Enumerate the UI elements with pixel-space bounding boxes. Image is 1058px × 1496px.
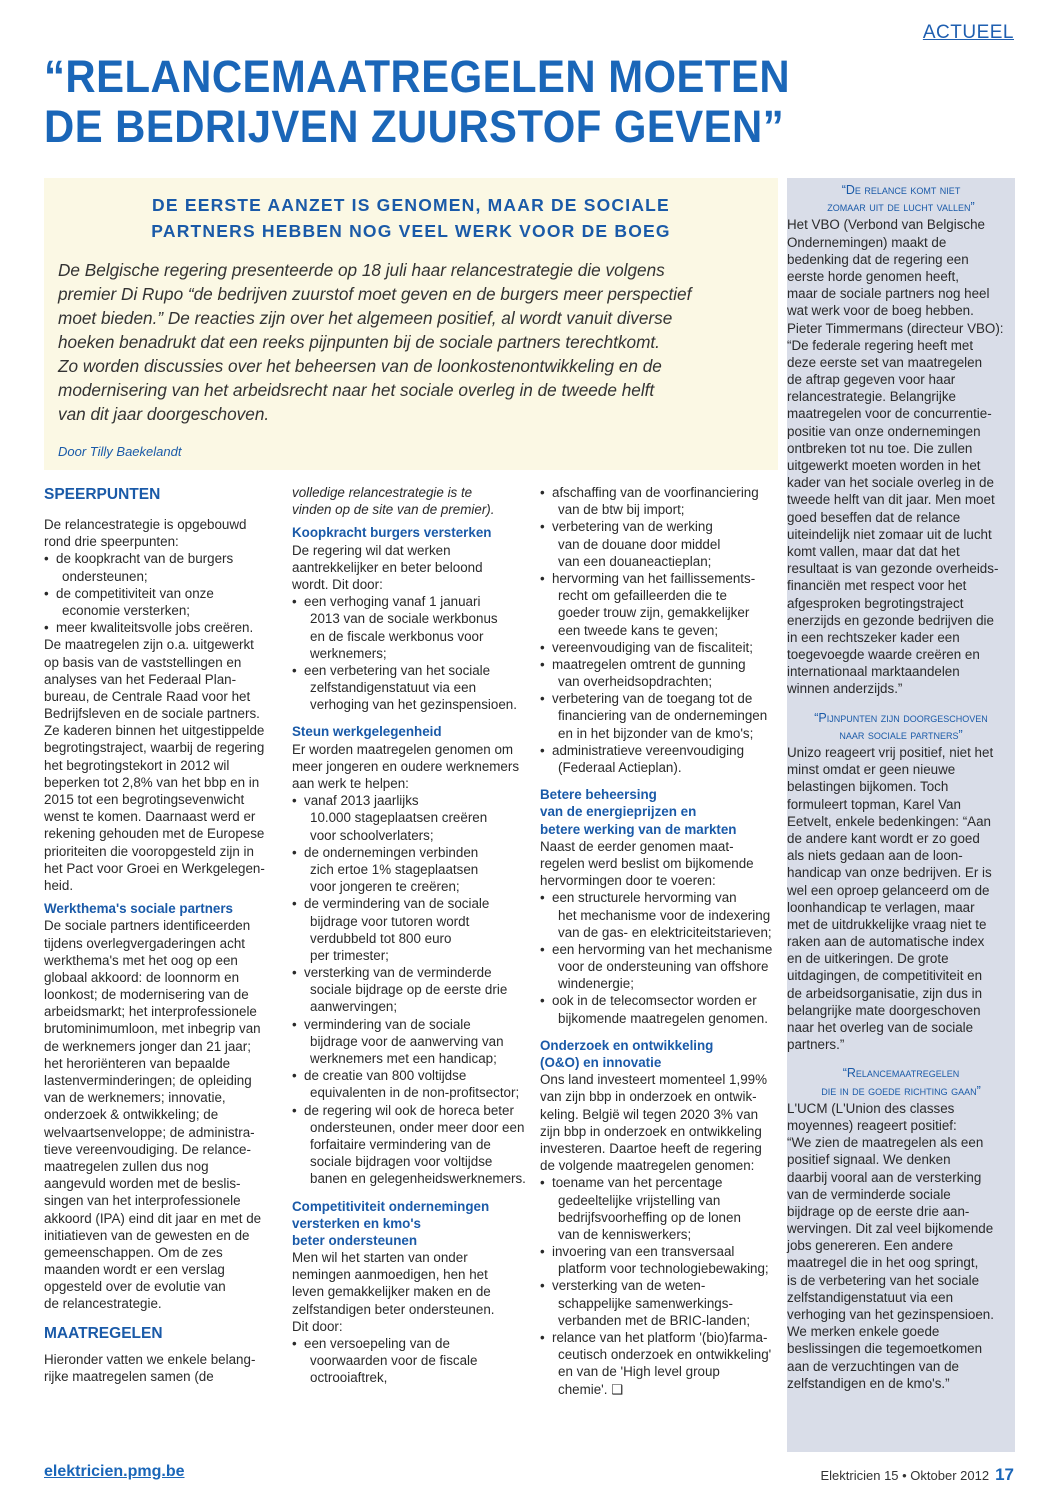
spacer <box>787 698 1015 710</box>
subheading: beter ondersteunen <box>292 1232 418 1248</box>
text-line: werkthema's met het oog op een <box>44 952 238 968</box>
bullet-item: • meer kwaliteitsvolle jobs creëren. <box>44 619 276 636</box>
text-line: financiën met respect voor het <box>787 578 967 594</box>
text-line: aantrekkelijker en beter beloond <box>292 559 483 575</box>
bullet-continuation: ondersteunen, onder meer door een <box>310 1119 525 1135</box>
sidebar-content <box>787 182 1015 1392</box>
text-line: moyennes) reageert positief: <box>787 1117 957 1133</box>
bullet-item: • vereenvoudiging van de fiscaliteit; <box>540 639 772 656</box>
bullet-continuation: voor de ondersteuning van offshore <box>558 959 769 975</box>
bullet-item: • maatregelen omtrent de gunning <box>540 656 772 673</box>
bullet-item: • een verhoging vanaf 1 januari <box>292 593 524 610</box>
sidebar-heading: die in de goede richting gaan” <box>821 1083 981 1098</box>
text-line: als niets gedaan aan de loon- <box>787 848 963 864</box>
reactions-sidebar <box>787 178 1015 1452</box>
text-line: De regering wil dat werken <box>292 542 451 558</box>
bullet-item: • relance van het platform '(bio)farma- <box>540 1329 772 1346</box>
bullet-continuation: van een douaneactieplan; <box>558 553 712 569</box>
text-line: resultaat is van gezonde overheids- <box>787 561 999 577</box>
text-line: van de werknemers; innovatie, <box>44 1090 226 1106</box>
text-line: opgesteld over de evolutie van <box>44 1279 226 1295</box>
bullet-continuation: platform voor technologiebewaking; <box>558 1261 769 1277</box>
text-line: singen van het interprofessionele <box>44 1193 241 1209</box>
bullet-continuation: van de kenniswerkers; <box>558 1226 692 1242</box>
bullet-continuation: recht om gefailleerden die te <box>558 588 727 604</box>
text-line: wel een oproep gelanceerd om de <box>787 882 990 898</box>
bullet-item: • de creatie van 800 voltijdse <box>292 1067 524 1084</box>
bullet-continuation: forfaitaire vermindering van de <box>310 1136 491 1152</box>
text-line: aangevuld worden met de beslis- <box>44 1176 241 1192</box>
text-line: met de uitdrukkelijke vraag niet te <box>787 916 987 932</box>
text-line: We merken enkele goede <box>787 1324 940 1340</box>
bullet-continuation: gedeeltelijke vrijstelling van <box>558 1192 721 1208</box>
text-line: relancestrategie. Belangrijke <box>787 389 956 405</box>
text-line: maatregelen voor de concurrentie- <box>787 406 992 422</box>
text-line: daarbij vooral aan de versterking <box>787 1169 982 1185</box>
intro-text-line: van dit jaar doorgeschoven. <box>58 404 270 424</box>
subheading: Competitiviteit ondernemingen <box>292 1198 490 1214</box>
intro-title-line: DE EERSTE AANZET IS GENOMEN, MAAR DE SOCIALE <box>152 195 670 215</box>
text-line: de volgende maatregelen genomen: <box>540 1158 755 1174</box>
bullet-continuation: het mechanisme voor de indexering <box>558 907 771 923</box>
sidebar-heading: “De relance komt niet <box>841 183 961 197</box>
bullet-item: • verbetering van de werking <box>540 518 772 535</box>
text-line: maatregelen zullen dus nog <box>44 1158 209 1174</box>
bullet-continuation: (Federaal Actieplan). <box>558 760 682 775</box>
text-line: zijn bbp in onderzoek en ontwikkeling <box>540 1123 762 1139</box>
text-line: vinden op de site van de premier). <box>292 502 495 518</box>
text-line: naar het overleg van de sociale <box>787 1020 974 1035</box>
bullet-continuation: van de douane door middel <box>558 536 721 552</box>
article-column-1 <box>44 484 276 1385</box>
text-line: afgesproken begrotingstraject <box>787 595 964 611</box>
spacer <box>44 1313 276 1323</box>
bullet-continuation: banen en gelegenheidswerknemers. <box>310 1171 526 1187</box>
text-line: eerste horde genomen heeft, <box>787 268 959 284</box>
text-line: de relancestrategie. <box>44 1296 162 1312</box>
text-line: maar de sociale partners nog heel <box>787 286 990 302</box>
text-line: Eetvelt, enkele bedenkingen: “Aan <box>787 813 991 829</box>
bullet-item: • verbetering van de toegang tot de <box>540 690 772 707</box>
text-line: analyses van het Federaal Plan- <box>44 671 237 687</box>
text-line: goed beseffen dat de relance <box>787 509 961 525</box>
text-line: toegevoegde waarde creëren en <box>787 647 980 663</box>
text-line: minst omdat er geen nieuwe <box>787 762 956 778</box>
spacer <box>44 506 276 516</box>
text-line: de aftrap gegeven voor haar <box>787 372 956 388</box>
text-line: en de uitkeringen. De grote <box>787 951 949 967</box>
bullet-item: • een structurele hervorming van <box>540 889 772 906</box>
text-line: wervingen. Dit zal veel bijkomende <box>787 1221 994 1237</box>
text-line: van zijn bbp in onderzoek en ontwik- <box>540 1089 757 1105</box>
intro-text-line: hoeken benadrukt dat een reeks pijnpunten bij de sociale partners terechtkomt. <box>58 332 660 352</box>
subheading: Onderzoek en ontwikkeling <box>540 1037 714 1053</box>
text-line: uitdagingen, de competitiviteit en <box>787 968 983 984</box>
text-line: rijke maatregelen samen (de <box>44 1368 214 1384</box>
bullet-item: • vanaf 2013 jaarlijks <box>292 792 524 809</box>
bullet-continuation: sociale bijdrage op de eerste drie <box>310 982 508 998</box>
subheading: Betere beheersing <box>540 787 657 803</box>
bullet-continuation: verhoging van het gezinspensioen. <box>310 697 517 713</box>
text-line: “De federale regering heeft met <box>787 337 974 353</box>
text-line: belastingen bijkomen. Toch <box>787 779 949 795</box>
text-line: heid. <box>44 877 74 893</box>
text-line: arbeidsmarkt; het interprofessionele <box>44 1004 257 1020</box>
text-line: winnen anderzijds.” <box>787 681 903 697</box>
text-line: Unizo reageert vrij positief, niet het <box>787 745 994 760</box>
bullet-continuation: een tweede kans te geven; <box>558 622 719 638</box>
text-line: Dit door: <box>292 1318 343 1334</box>
text-line: 2015 tot een begrotingsevenwicht <box>44 792 245 807</box>
text-line: in een rechtszeker kader een <box>787 629 960 645</box>
text-line: leven gemakkelijker maken en de <box>292 1284 491 1300</box>
text-line: is de verbetering van het sociale <box>787 1272 980 1288</box>
sidebar-heading: naar sociale partners” <box>839 727 963 742</box>
intro-box <box>44 178 778 470</box>
bullet-continuation: bedrijfsvoorheffing op de lonen <box>558 1209 741 1225</box>
bullet-item: • versterking van de weten- <box>540 1277 772 1294</box>
article-column-3 <box>540 484 772 1398</box>
text-line: de werknemers jonger dan 21 jaar; <box>44 1038 251 1054</box>
bullet-item: • de regering wil ook de horeca beter <box>292 1102 524 1119</box>
subheading: van de energieprijzen en <box>540 804 697 820</box>
text-line: aan werk te helpen: <box>292 776 409 791</box>
text-line: zelfstandigen beter ondersteunen. <box>292 1301 495 1317</box>
bullet-continuation: van overheidsopdrachten; <box>558 674 713 690</box>
intro-text-line: modernisering van het arbeidsrecht naar het sociale overleg in de tweede helft <box>58 380 655 400</box>
section-heading: SPEERPUNTEN <box>44 486 161 503</box>
text-line: volledige relancestrategie is te <box>292 485 473 500</box>
article-column-2 <box>292 484 524 1387</box>
text-line: Bedrijfsleven en de sociale partners. <box>44 706 260 722</box>
bullet-item: • hervorming van het faillissements- <box>540 570 772 587</box>
bullet-continuation: windenergie; <box>558 976 634 992</box>
bullet-item: • een hervorming van het mechanisme <box>540 941 772 958</box>
footer-issue <box>820 1465 1014 1485</box>
subheading: versterken en kmo's <box>292 1215 421 1231</box>
text-line: formuleert topman, Karel Van <box>787 796 961 812</box>
text-line: partners.” <box>787 1037 845 1053</box>
bullet-item: • een verbetering van het sociale <box>292 662 524 679</box>
intro-text <box>58 258 770 426</box>
text-line: het begrotingstekort in 2012 wil <box>44 757 230 773</box>
bullet-continuation: bijdrage voor tutoren wordt <box>310 913 470 929</box>
bullet-continuation: economie versterken; <box>62 602 191 618</box>
subheading: Werkthema's sociale partners <box>44 901 234 917</box>
text-line: het heroriënteren van bepaalde <box>44 1055 231 1071</box>
bullet-continuation: sociale bijdragen voor voltijdse <box>310 1154 493 1170</box>
bullet-continuation: voorwaarden voor de fiscale <box>310 1353 478 1369</box>
text-line: bijdrage op de eerste drie aan- <box>787 1203 970 1219</box>
text-line: beperken tot 2,8% van het bbp en in <box>44 774 260 790</box>
bullet-continuation: bijdrage voor de aanwerving van <box>310 1033 504 1049</box>
text-line: rond drie speerpunten: <box>44 534 179 550</box>
sidebar-heading: “Relancemaatregelen <box>842 1066 960 1081</box>
spacer <box>540 776 772 786</box>
text-line: tieve vereenvoudiging. De relance- <box>44 1141 251 1157</box>
text-line: loonkost; de modernisering van de <box>44 987 249 1003</box>
text-line: enerzijds en gezonde bedrijven die <box>787 612 994 628</box>
bullet-continuation: 10.000 stageplaatsen creëren <box>310 810 488 826</box>
text-line: aan de verzuchtingen van de <box>787 1358 959 1374</box>
text-line: komt vallen, maar dat dat het <box>787 543 960 559</box>
bullet-item: • afschaffing van de voorfinanciering <box>540 484 772 501</box>
bullet-continuation: werknemers met een handicap; <box>310 1051 497 1066</box>
text-line: “We zien de maatregelen als een <box>787 1135 984 1151</box>
text-line: brutominimumloon, met inbegrip van <box>44 1021 261 1037</box>
text-line: rekening gehouden met de Europese <box>44 826 265 842</box>
text-line: gemeenschappen. Om de zes <box>44 1244 223 1260</box>
text-line: kader van het sociale overleg in de <box>787 475 994 491</box>
text-line: uitgewerkt moeten worden in het <box>787 458 981 473</box>
section-tag[interactable]: ACTUEEL <box>922 22 1014 43</box>
bullet-item: • versterking van de verminderde <box>292 964 524 981</box>
bullet-continuation: voor jongeren te creëren; <box>310 879 460 895</box>
bullet-continuation: schappelijke samenwerkings- <box>558 1295 733 1311</box>
bullet-continuation: aanwervingen; <box>310 999 398 1015</box>
headline-line-1: “RELANCEMAATREGELEN MOETEN <box>44 51 791 102</box>
bullet-continuation: ondersteunen; <box>62 568 148 584</box>
text-line: Ondernemingen) maakt de <box>787 234 947 250</box>
bullet-item: • ook in de telecomsector worden er <box>540 992 772 1009</box>
bullet-continuation: van de btw bij import; <box>558 502 685 518</box>
headline <box>44 52 937 152</box>
bullet-continuation: goeder trouw zijn, gemakkelijker <box>558 605 750 621</box>
text-line: beslissingen die tegemoetkomen <box>787 1341 983 1357</box>
text-line: zelfstandigen en de kmo's.” <box>787 1375 950 1391</box>
text-line: wat werk voor de boeg hebben. <box>787 303 974 319</box>
text-line: globaal akkoord: de loonnorm en <box>44 969 240 985</box>
text-line: welvaartsenveloppe; de administra- <box>44 1124 255 1140</box>
bullet-item: • de competitiviteit van onze <box>44 585 276 602</box>
bullet-continuation: van de gas- en elektriciteitstarieven; <box>558 924 772 940</box>
text-line: maanden wordt er een verslag <box>44 1262 225 1278</box>
subheading: Koopkracht burgers versterken <box>292 525 492 541</box>
text-line: Ons land investeert momenteel 1,99% <box>540 1072 768 1088</box>
byline: Door Tilly Baekelandt <box>58 444 182 459</box>
text-line: De relancestrategie is opgebouwd <box>44 517 247 532</box>
intro-text-line: moet bieden.” De reacties zijn over het algemeen positief, al wordt vanuit diverse <box>58 308 673 328</box>
text-line: prioriteiten die vooropgesteld zijn in <box>44 843 254 859</box>
section-heading: MAATREGELEN <box>44 1324 163 1342</box>
text-line: internationaal marktaandelen <box>787 664 960 680</box>
sidebar-heading: zomaar uit de lucht vallen” <box>827 200 975 215</box>
text-line: Men wil het starten van onder <box>292 1250 468 1266</box>
text-line: lastenverminderingen; de opleiding <box>44 1073 252 1088</box>
text-line: wordt. Dit door: <box>292 576 383 592</box>
bullet-continuation: werknemers; <box>310 645 387 661</box>
spacer <box>540 1027 772 1037</box>
text-line: loonhandicap te verlagen, maar <box>787 899 975 915</box>
spacer <box>787 1053 1015 1065</box>
text-line: deze eerste set van maatregelen <box>787 354 983 370</box>
text-line: maatregel die in het oog springt, <box>787 1255 979 1271</box>
text-line: de arbeidsorganisatie, zijn dus in <box>787 985 983 1001</box>
bullet-continuation: en de fiscale werkbonus voor <box>310 628 484 644</box>
text-line: nemingen aanmoedigen, hen het <box>292 1267 488 1283</box>
bullet-item: • administratieve vereenvoudiging <box>540 742 772 759</box>
text-line: hervormingen door te voeren: <box>540 873 716 889</box>
subheading: betere werking van de markten <box>540 821 737 837</box>
intro-text-line: De Belgische regering presenteerde op 18 juli haar relancestrategie die volgens <box>58 260 665 280</box>
text-line: De sociale partners identificeerden <box>44 918 251 934</box>
intro-title <box>44 192 778 244</box>
intro-text-line: Zo worden discussies over het beheersen van de loonkostenontwikkeling en de <box>58 356 662 376</box>
text-line: keling. België wil tegen 2020 3% van <box>540 1106 759 1122</box>
text-line: handicap van onze bedrijven. Er is <box>787 865 992 881</box>
text-line: onderzoek & ontwikkeling; de <box>44 1107 219 1123</box>
bullet-item: • de vermindering van de sociale <box>292 895 524 912</box>
text-line: bedenking dat de regering een <box>787 251 969 267</box>
text-line: ontbreken tot nu toe. Die zullen <box>787 440 973 456</box>
text-line: zelfstandigenstatuut via een <box>787 1289 954 1305</box>
text-line: Ze kaderen binnen het uitgestippelde <box>44 723 265 739</box>
text-line: akkoord (IPA) eind dit jaar en met de <box>44 1210 262 1226</box>
text-line: van de verminderde sociale <box>787 1186 951 1202</box>
text-line: L'UCM (L'Union des classes <box>787 1100 955 1116</box>
footer-site-link[interactable]: elektricien.pmg.be <box>44 1463 185 1480</box>
bullet-continuation: en in het bijzonder van de kmo's; <box>558 725 754 741</box>
bullet-continuation: octrooiaftrek, <box>310 1370 388 1386</box>
text-line: verhoging van het gezinspensioen. <box>787 1307 994 1322</box>
subheading: Steun werkgelegenheid <box>292 724 442 740</box>
issue-label: Elektricien 15 • Oktober 2012 <box>820 1468 990 1483</box>
text-line: tijdens overlegvergaderingen acht <box>44 935 245 951</box>
text-line: belangrijke mate doorgeschoven <box>787 1002 981 1018</box>
bullet-continuation: financiering van de ondernemingen <box>558 708 768 724</box>
subheading: (O&O) en innovatie <box>540 1055 662 1070</box>
text-line: De maatregelen zijn o.a. uitgewerkt <box>44 637 254 653</box>
text-line: meer jongeren en oudere werknemers <box>292 758 520 774</box>
bullet-continuation: 2013 van de sociale werkbonus <box>310 611 498 627</box>
bullet-item: • toename van het percentage <box>540 1174 772 1191</box>
text-line: raken aan de automatische index <box>787 934 985 950</box>
bullet-continuation: zelfstandigenstatuut via een <box>310 680 477 696</box>
text-line: op basis van de vaststellingen en <box>44 654 242 670</box>
bullet-continuation: equivalenten in de non-profitsector; <box>310 1085 520 1101</box>
bullet-continuation: verbanden met de BRIC-landen; <box>558 1312 751 1328</box>
bullet-continuation: en van de 'High level group <box>558 1364 720 1380</box>
bullet-item: • een versoepeling van de <box>292 1335 524 1352</box>
headline-line-2: DE BEDRIJVEN ZUURSTOF GEVEN” <box>44 101 785 152</box>
bullet-item: • de koopkracht van de burgers <box>44 550 276 567</box>
page-number: 17 <box>995 1465 1014 1484</box>
text-line: Hieronder vatten we enkele belang- <box>44 1351 256 1367</box>
text-line: positief signaal. We denken <box>787 1152 951 1168</box>
text-line: jobs genereren. Een andere <box>787 1238 954 1254</box>
text-line: Pieter Timmermans (directeur VBO): <box>787 320 1004 336</box>
bullet-item: • vermindering van de sociale <box>292 1016 524 1033</box>
bullet-continuation: per trimester; <box>310 947 389 963</box>
text-line: Het VBO (Verbond van Belgische <box>787 217 985 233</box>
bullet-continuation: zich ertoe 1% stageplaatsen <box>310 861 479 877</box>
text-line: positie van onze ondernemingen <box>787 423 981 439</box>
text-line: bureau, de Centrale Raad voor het <box>44 688 251 704</box>
text-line: het Pact voor Groei en Werkgelegen- <box>44 860 265 876</box>
text-line: Er worden maatregelen genomen om <box>292 741 514 757</box>
bullet-continuation: verdubbeld tot 800 euro <box>310 930 452 946</box>
intro-text-line: premier Di Rupo “de bedrijven zuurstof moet geven en de burgers meer perspectief <box>58 284 692 304</box>
text-line: tweede helft van dit jaar. Men moet <box>787 492 995 508</box>
bullet-continuation: chemie'. ❑ <box>558 1381 624 1397</box>
text-line: Naast de eerder genomen maat- <box>540 838 734 854</box>
intro-title-line: PARTNERS HEBBEN NOG VEEL WERK VOOR DE BOEG <box>151 221 671 241</box>
text-line: uiteindelijk niet zomaar uit de lucht <box>787 526 992 542</box>
text-line: wenst te komen. Daarnaast werd er <box>44 809 256 825</box>
text-line: regelen werd beslist om bijkomende <box>540 855 754 871</box>
spacer <box>292 713 524 723</box>
text-line: de andere kant wordt er zo goed <box>787 830 980 846</box>
text-line: investeren. Daartoe heeft de regering <box>540 1140 762 1156</box>
spacer <box>292 1188 524 1198</box>
text-line: initiatieven van de gewesten en de <box>44 1227 250 1243</box>
bullet-item: • de ondernemingen verbinden <box>292 844 524 861</box>
bullet-item: • invoering van een transversaal <box>540 1243 772 1260</box>
bullet-continuation: voor schoolverlaters; <box>310 827 434 843</box>
bullet-continuation: bijkomende maatregelen genomen. <box>558 1010 768 1026</box>
sidebar-heading: “Pijnpunten zijn doorgeschoven <box>814 710 988 725</box>
text-line: begrotingstraject, waarbij de regering <box>44 740 265 756</box>
bullet-continuation: ceutisch onderzoek en ontwikkeling' <box>558 1347 772 1363</box>
